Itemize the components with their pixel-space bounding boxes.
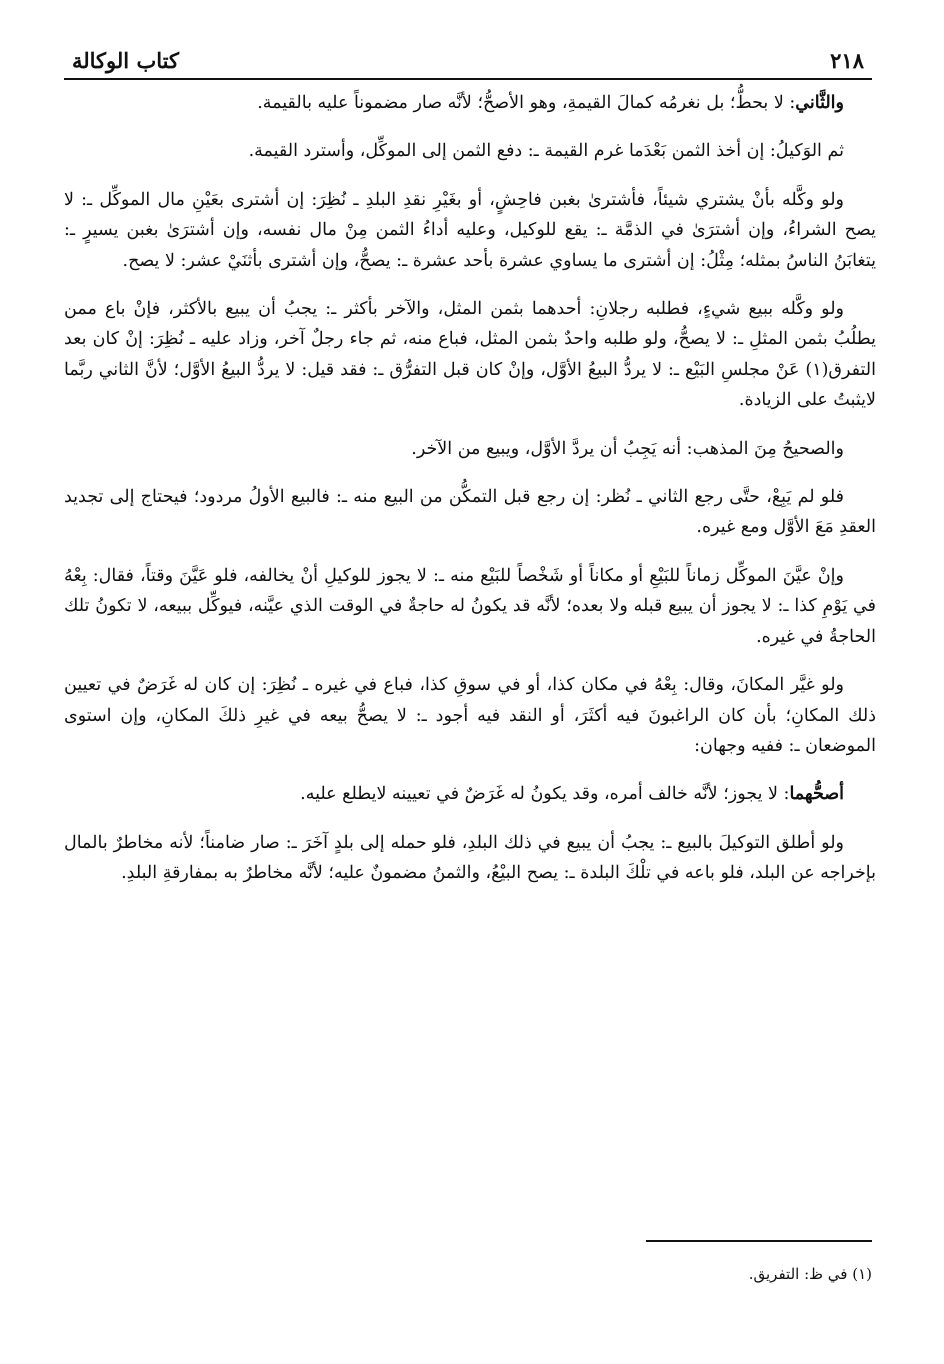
paragraph-lead: أصحُّهما: [789, 784, 844, 805]
paragraph-text: ولو غيَّر المكانَ، وقال: بِعْهُ في مكان كذا، أو في سوقِ كذا، فباع في غيره ـ نُظِرَ: إن كان له غَرَضٌ في تعيين ذلك المكانِ؛ بأن كان الراغبونَ فيه أكثَرَ، أو النقد فيه أجود ـ: لا يصحُّ بيعه في غيرِ ذلكَ المكانِ، وإن استوى الموضعان ـ: ففيه وجهان:: [64, 675, 876, 756]
paragraph-text: ولو وكَّله ببيع شيءٍ، فطلبه رجلانِ: أحدهما بثمن المثل، والآخر بأكثر ـ: يجبُ أن يبيع بالأكثر، فإنْ باع ممن يطلُبُ بثمن المثلِ ـ: لا يصحُّ، ولو طلبه واحدٌ بثمن المثل، فباع منه، ثم جاء رجلٌ آخر، وزاد عليه ـ نُظِرَ: إنْ كان بعد التفرق(١) عَنْ مجلسِ البَيْع ـ: لا يردُّ البيعُ الأوَّل، وإنْ كان قبل التفرُّق ـ: فقد قيل: لا يردُّ البيعُ الأوَّل؛ لأنَّ الثاني ربَّما لايثبتُ على الزيادة.: [64, 299, 876, 411]
paragraph-text: وإنْ عيَّنَ الموكِّل زماناً للبَيْعِ أو مكاناً أو شَخْصاً للبَيْع منه ـ: لا يجوز للوكيلِ أنْ يخالفه، فلو عَيَّنَ وقتاً، فقال: بِعْهُ في يَوْمِ كذا ـ: لا يجوز أن يبيع قبله ولا بعده؛ لأنَّه قد يكونُ له حاجةٌ في الوقت الذي عيَّنه، فيوكِّل ببيعه، لا تكونُ تلك الحاجةُ في غيره.: [64, 565, 876, 647]
paragraph-text: ولو أطلق التوكيلَ بالبيع ـ: يجبُ أن يبيع في ذلك البلدِ، فلو حمله إلى بلدٍ آخَرَ ـ: صار ضامناً؛ لأنه مخاطرٌ بالمال بإخراجه عن البلد، فلو باعه في تلْكَ البلدة ـ: يصح البيْعُ، والثمنُ مضمونٌ عليه؛ لأنَّه مخاطرٌ به بمفارقةِ البلدِ.: [64, 832, 876, 884]
paragraph: [64, 294, 876, 416]
paragraph-text: : لا يجوز؛ لأنَّه خالف أمره، وقد يكونُ له غَرَضٌ في تعيينه لايطلع عليه.: [300, 784, 790, 805]
paragraph: [64, 828, 876, 889]
page-number: ٢١٨: [822, 44, 872, 78]
paragraph-text: : لا بحطُّ؛ بل نغرمُه كمالَ القيمةِ، وهو الأصحُّ؛ لأنَّه صار مضموناً عليه بالقيمة.: [257, 93, 796, 113]
page-header: [64, 42, 872, 80]
paragraph: [64, 670, 876, 761]
paragraph-text: فلو لم يَبِعْ، حتَّى رجع الثاني ـ نُظر: إن رجع قبل التمكُّن من البيع منه ـ: فالبيع الأولُ مردود؛ فيحتاج إلى تجديد العقدِ مَعَ الأوَّل ومع غيره.: [64, 487, 876, 538]
paragraph-text: ثم الوَكيلُ: إن أخذ الثمن بَعْدَما غرم القيمة ـ: دفع الثمن إلى الموكِّل، وأسترد القيمة.: [248, 141, 844, 162]
paragraph: [64, 434, 876, 464]
body-text: [64, 88, 876, 907]
paragraph: [64, 185, 876, 276]
paragraph-lead: والثَّاني: [795, 93, 844, 113]
paragraph-text: ولو وكَّله بأنْ يشتري شيئاً، فأشترىٰ بغبن فاحِشٍ، أو بغَيْرِ نقدِ البلدِ ـ نُظِرَ: إن أشترى بعَيْنِ مال الموكِّل ـ: لا يصح الشراءُ، وإن أشترَىٰ في الذمَّة ـ: يقع للوكيل، وعليه أداءُ الثمن مِنْ مال نفسه، وإن أشترَىٰ بغبن يسيرٍ ـ: يتغابَنُ الناسُ بمثله؛ مِثْلُ: إن أشترى ما يساوي عشرة بأحد عشرة ـ: يصحُّ، وإن أشترى بأثنَيْ عشر: لا يصح.: [64, 189, 876, 271]
book-title: كتاب الوكالة: [64, 44, 187, 78]
paragraph: [64, 136, 876, 166]
paragraph: [64, 88, 876, 118]
paragraph: [64, 561, 876, 652]
paragraph-text: والصحيحُ مِنَ المذهب: أنه يَجِبُ أن يردَّ الأوَّل، ويبيع من الآخر.: [411, 438, 844, 459]
footnote-separator: [646, 1240, 872, 1242]
paragraph: [64, 482, 876, 543]
footnote: (١) في ظ: التفريق.: [748, 1265, 872, 1283]
paragraph: [64, 779, 876, 809]
